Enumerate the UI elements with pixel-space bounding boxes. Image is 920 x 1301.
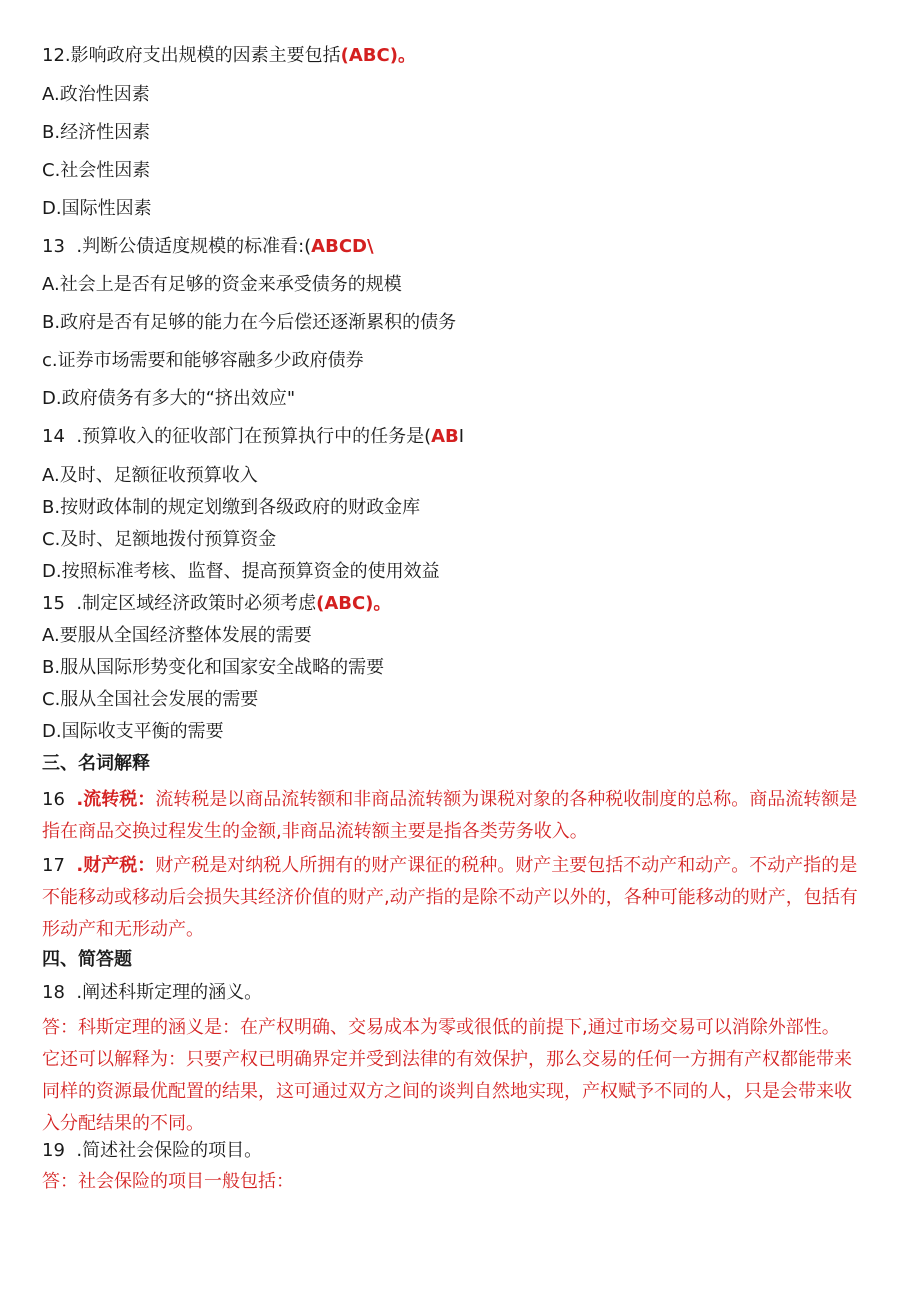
q13-option-a: A.社会上是否有足够的资金来承受债务的规模 xyxy=(42,274,402,295)
q13-stem: 13 .判断公债适度规模的标准看:(ABCD\ xyxy=(42,236,374,257)
q15-stem: 15 .制定区域经济政策时必须考虑(ABC)。 xyxy=(42,593,392,614)
q16-definition-line-1: 流转税是以商品流转额和非商品流转额为课税对象的各种税收制度的总称。商品流转额是 xyxy=(155,789,858,810)
q16-definition-line-2: 指在商品交换过程发生的金额,非商品流转额主要是指各类劳务收入。 xyxy=(42,821,588,842)
q13-option-b: B.政府是否有足够的能力在今后偿还逐渐累积的债务 xyxy=(42,312,457,333)
q17-definition-line-2: 不能移动或移动后会损失其经济价值的财产,动产指的是除不动产以外的，各种可能移动的财产，包括有 xyxy=(42,887,858,908)
q12-option-d: D.国际性因素 xyxy=(42,198,152,219)
q18-answer-line-3: 同样的资源最优配置的结果，这可通过双方之间的谈判自然地实现，产权赋予不同的人，只是会带来收 xyxy=(42,1081,852,1102)
q12-stem: 12.影响政府支出规模的因素主要包括(ABC)。 xyxy=(42,45,416,66)
q14-option-d: D.按照标准考核、监督、提高预算资金的使用效益 xyxy=(42,561,440,582)
q18-answer-line-2: 它还可以解释为：只要产权已明确界定并受到法律的有效保护，那么交易的任何一方拥有产权都能带来 xyxy=(42,1049,852,1070)
q15-option-c: C.服从全国社会发展的需要 xyxy=(42,689,259,710)
q18-answer-line-1: 答：科斯定理的涵义是：在产权明确、交易成本为零或很低的前提下,通过市场交易可以消除外部性。 xyxy=(42,1017,840,1038)
q16-term: .流转税： xyxy=(76,789,156,810)
q14-option-a: A.及时、足额征收预算收入 xyxy=(42,465,258,486)
q14-option-b: B.按财政体制的规定划缴到各级政府的财政金库 xyxy=(42,497,421,518)
q12-answer: (ABC)。 xyxy=(340,45,416,66)
q16-block: 16 .流转税：流转税是以商品流转额和非商品流转额为课税对象的各种税收制度的总称。商品流转额是 指在商品交换过程发生的金额,非商品流转额主要是指各类劳务收入。 xyxy=(42,784,884,848)
q12-option-c: C.社会性因素 xyxy=(42,160,151,181)
q15-option-a: A.要服从全国经济整体发展的需要 xyxy=(42,625,312,646)
q17-definition-line-3: 形动产和无形动产。 xyxy=(42,919,204,940)
q15-option-b: B.服从国际形势变化和国家安全战略的需要 xyxy=(42,657,385,678)
q19-answer: 答：社会保险的项目一般包括： xyxy=(42,1171,294,1192)
q18-answer-line-4: 入分配结果的不同。 xyxy=(42,1113,204,1134)
q13-answer: ABCD\ xyxy=(311,236,374,257)
q18-answer xyxy=(42,1012,884,1140)
section-heading-terms: 三、名词解释 xyxy=(42,753,150,774)
q14-answer: AB xyxy=(431,426,459,447)
section-heading-short-answer: 四、简答题 xyxy=(42,949,132,970)
q13-option-c: c.证券市场需要和能够容融多少政府债券 xyxy=(42,350,364,371)
q14-option-c: C.及时、足额地拨付预算资金 xyxy=(42,529,277,550)
q17-block: 17 .财产税：财产税是对纳税人所拥有的财产课征的税种。财产主要包括不动产和动产。不动产指的是 不能移动或移动后会损失其经济价值的财产,动产指的是除不动产以外的，各种可能移动的财产，包括有 形动产和无形动产。 xyxy=(42,850,884,946)
q17-definition-line-1: 财产税是对纳税人所拥有的财产课征的税种。财产主要包括不动产和动产。不动产指的是 xyxy=(155,855,858,876)
q13-option-d: D.政府债务有多大的“挤出效应" xyxy=(42,388,296,409)
q14-tail: I xyxy=(458,426,465,447)
q15-option-d: D.国际收支平衡的需要 xyxy=(42,721,224,742)
q12-option-b: B.经济性因素 xyxy=(42,122,151,143)
q12-option-a: A.政治性因素 xyxy=(42,84,150,105)
q19-stem: 19 .简述社会保险的项目。 xyxy=(42,1140,263,1161)
q18-stem: 18 .阐述科斯定理的涵义。 xyxy=(42,982,263,1003)
q14-stem: 14 .预算收入的征收部门在预算执行中的任务是(ABI xyxy=(42,426,465,447)
q17-term: .财产税： xyxy=(76,855,156,876)
q15-answer: (ABC)。 xyxy=(316,593,392,614)
